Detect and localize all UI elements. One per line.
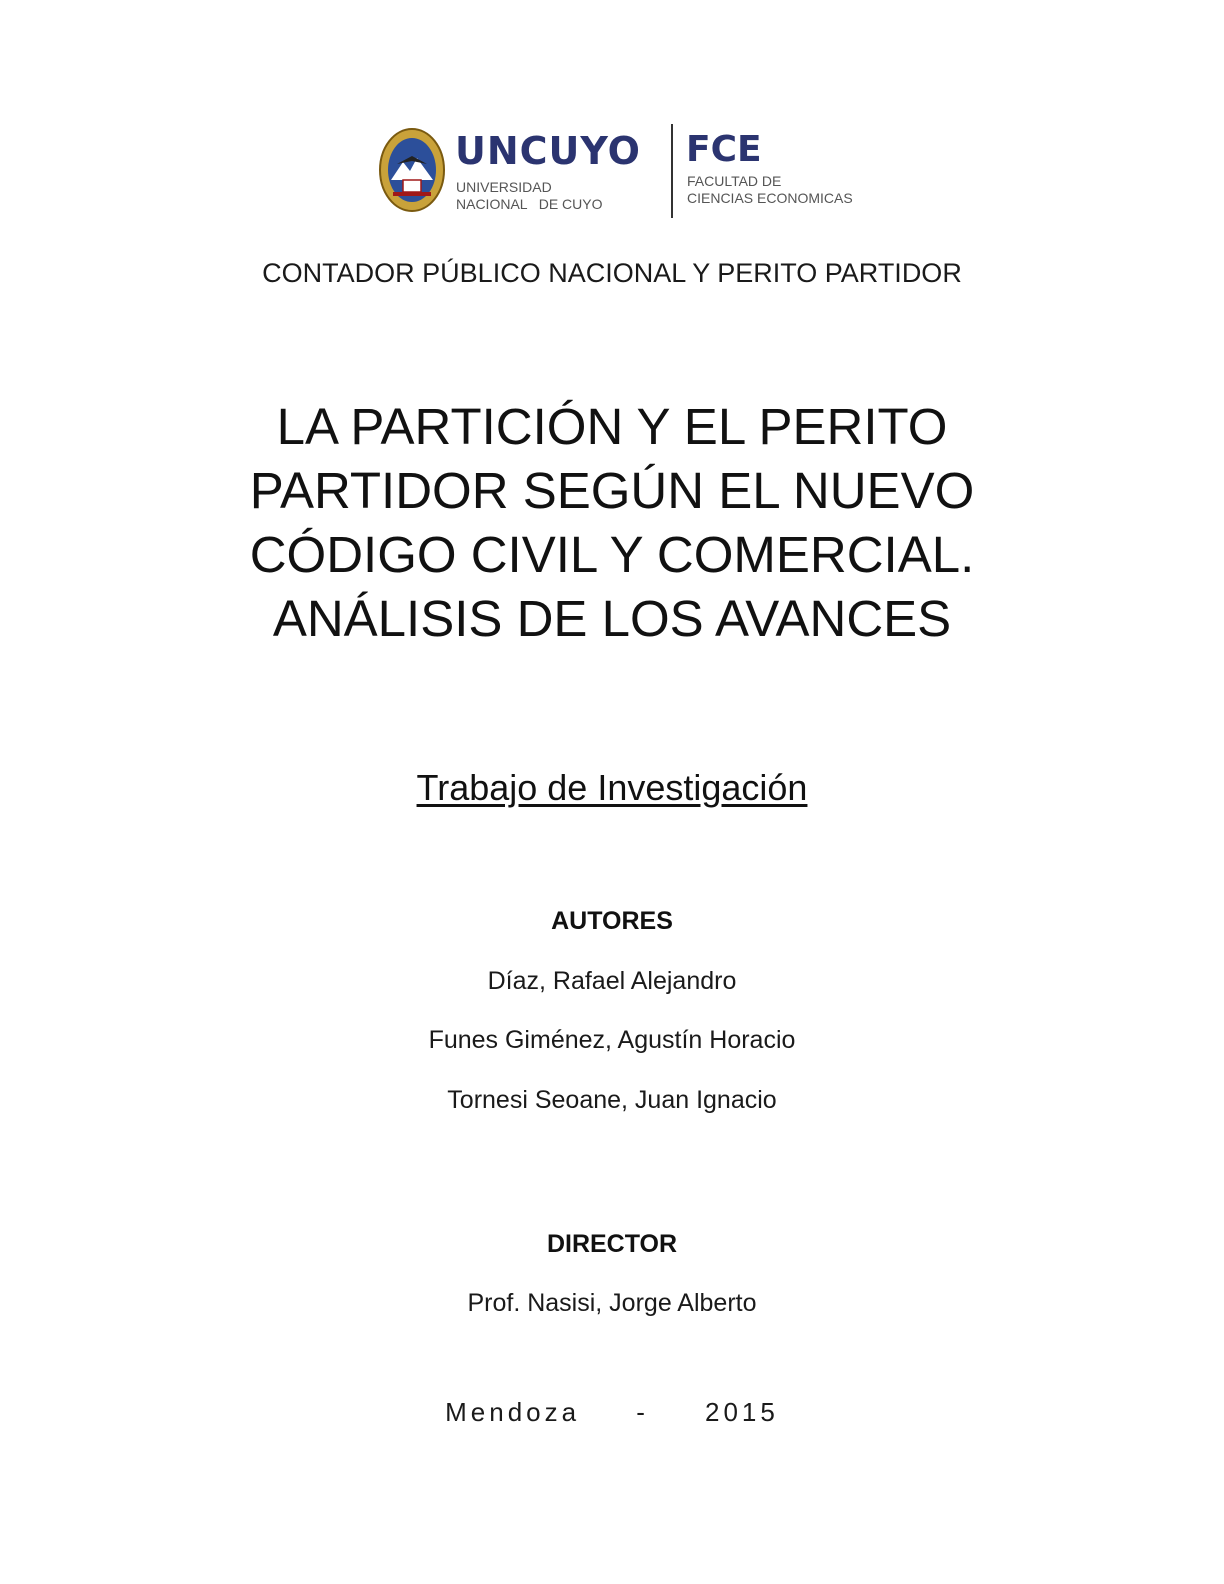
uncuyo-subtitle-line: NACIONAL DE CUYO bbox=[456, 196, 603, 212]
university-seal-icon bbox=[379, 128, 445, 212]
header-logos bbox=[0, 0, 1224, 240]
document-type: Trabajo de Investigación bbox=[416, 767, 808, 808]
logo-divider bbox=[671, 124, 673, 218]
title-line: LA PARTICIÓN Y EL PERITO bbox=[276, 398, 948, 455]
separator: - bbox=[636, 1397, 649, 1427]
document-title bbox=[0, 395, 1224, 651]
title-line: PARTIDOR SEGÚN EL NUEVO bbox=[249, 462, 975, 519]
degree-program: CONTADOR PÚBLICO NACIONAL Y PERITO PARTIDOR bbox=[262, 258, 962, 288]
author-name: Funes Giménez, Agustín Horacio bbox=[428, 1026, 796, 1054]
title-line: CÓDIGO CIVIL Y COMERCIAL. bbox=[249, 526, 975, 583]
director-heading: DIRECTOR bbox=[546, 1230, 678, 1258]
author-name: Díaz, Rafael Alejandro bbox=[487, 967, 737, 995]
year: 2015 bbox=[705, 1397, 779, 1427]
uncuyo-subtitle-line: UNIVERSIDAD bbox=[456, 179, 552, 195]
place-and-year bbox=[0, 1395, 1224, 1429]
uncuyo-logo-subtitle bbox=[456, 179, 603, 213]
uncuyo-logo-text: UNCUYO bbox=[455, 129, 641, 173]
place: Mendoza bbox=[445, 1397, 581, 1427]
author-name: Tornesi Seoane, Juan Ignacio bbox=[447, 1086, 777, 1114]
title-line: ANÁLISIS DE LOS AVANCES bbox=[272, 590, 952, 647]
fce-logo-subtitle bbox=[687, 173, 853, 207]
fce-subtitle-line: CIENCIAS ECONOMICAS bbox=[687, 190, 853, 206]
director-name: Prof. Nasisi, Jorge Alberto bbox=[467, 1289, 757, 1317]
fce-subtitle-line: FACULTAD DE bbox=[687, 173, 782, 189]
fce-logo-text: FCE bbox=[686, 129, 762, 170]
authors-heading: AUTORES bbox=[551, 907, 673, 935]
